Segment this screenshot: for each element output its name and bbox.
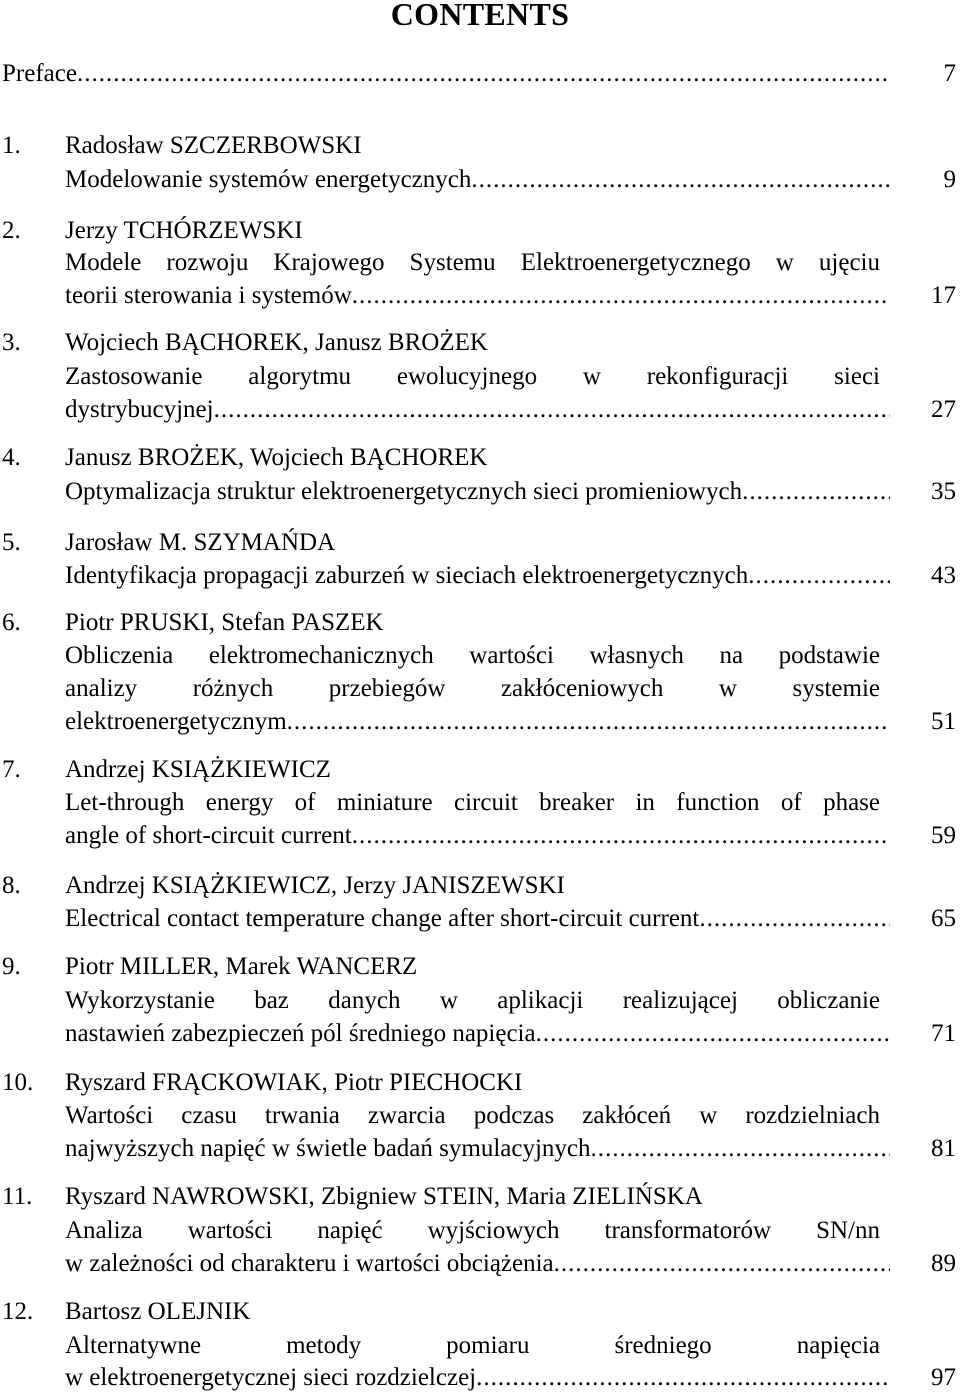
entry-authors: Piotr MILLER, Marek WANCERZ	[65, 953, 418, 980]
toc-line	[0, 1066, 960, 1100]
entry-authors: Jerzy TCHÓRZEWSKI	[65, 217, 303, 244]
toc-line	[0, 1329, 960, 1363]
toc-line	[0, 129, 960, 163]
entry-title-line: Wartości czasu trwania zwarcia podczas zakłóceń w rozdzielniach	[65, 1102, 880, 1129]
toc-line	[0, 902, 960, 936]
entry-title-line: Obliczenia elektromechanicznych wartości własnych na podstawie	[65, 642, 880, 669]
toc-line	[0, 1214, 960, 1248]
entry-number: 9.	[2, 953, 21, 980]
toc-line	[0, 869, 960, 903]
page-number: 7	[943, 60, 956, 87]
entry-title-line: Modelowanie systemów energetycznych	[65, 166, 472, 193]
page-number: 43	[931, 562, 956, 589]
toc-line	[0, 326, 960, 360]
dot-leader	[65, 819, 890, 853]
leader-dots	[536, 1017, 890, 1051]
entry-title-line: Modele rozwoju Krajowego Systemu Elektroenergetycznego w ujęciu	[65, 249, 880, 276]
toc-line	[0, 984, 960, 1018]
entry-authors: Wojciech BĄCHOREK, Janusz BROŻEK	[65, 329, 488, 356]
entry-title-line: Analiza wartości napięć wyjściowych transformatorów SN/nn	[65, 1217, 880, 1244]
entry-title-line: Electrical contact temperature change after short-circuit current	[65, 905, 700, 932]
toc-line	[0, 705, 960, 739]
toc-line	[0, 559, 960, 593]
toc-line	[0, 1099, 960, 1133]
page-number: 71	[931, 1020, 956, 1047]
page-number: 17	[931, 282, 956, 309]
toc-line	[0, 950, 960, 984]
entry-number: 2.	[2, 217, 21, 244]
entry-authors: Janusz BROŻEK, Wojciech BĄCHOREK	[65, 444, 488, 471]
entry-title-line: Wykorzystanie baz danych w aplikacji realizującej obliczanie	[65, 987, 880, 1014]
leader-dots	[476, 1361, 890, 1395]
dot-leader	[65, 705, 890, 739]
toc-line	[0, 279, 960, 313]
leader-dots	[287, 705, 890, 739]
entry-title-line: Alternatywne metody pomiaru średniego napięcia	[65, 1332, 880, 1359]
entry-title-line: teorii sterowania i systemów	[65, 282, 352, 309]
entry-number: 5.	[2, 529, 21, 556]
entry-number: 6.	[2, 609, 21, 636]
page-number: 59	[931, 822, 956, 849]
entry-title-line: angle of short-circuit current	[65, 822, 352, 849]
page-number: 89	[931, 1250, 956, 1277]
toc-line	[0, 246, 960, 280]
toc-entry-preface	[0, 57, 960, 91]
leader-dots	[352, 819, 890, 853]
entry-number: 8.	[2, 872, 21, 899]
entry-title-line: elektroenergetycznym	[65, 708, 287, 735]
toc-line	[0, 606, 960, 640]
dot-leader	[65, 1361, 890, 1395]
leader-dots	[77, 57, 890, 91]
toc-line	[0, 672, 960, 706]
page-number: 51	[931, 708, 956, 735]
leader-dots	[471, 163, 890, 197]
entry-number: 12.	[2, 1298, 34, 1325]
dot-leader	[65, 1017, 890, 1051]
toc-line	[0, 526, 960, 560]
page-number: 35	[931, 478, 956, 505]
dot-leader	[65, 902, 890, 936]
entry-title-line: w zależności od charakteru i wartości obciążenia	[65, 1250, 554, 1277]
toc-line	[0, 1247, 960, 1281]
dot-leader	[65, 393, 890, 427]
entry-authors: Bartosz OLEJNIK	[65, 1298, 251, 1325]
entry-authors: Ryszard NAWROWSKI, Zbigniew STEIN, Maria ZIELIŃSKA	[65, 1183, 703, 1210]
toc-line	[0, 1180, 960, 1214]
leader-dots	[748, 559, 890, 593]
entry-title-line: Identyfikacja propagacji zaburzeń w sieciach elektroenergetycznych	[65, 562, 749, 589]
entry-authors: Jarosław M. SZYMAŃDA	[65, 529, 336, 556]
page-number: 65	[931, 905, 956, 932]
toc-line	[0, 163, 960, 197]
dot-leader	[65, 1247, 890, 1281]
entry-title-line: dystrybucyjnej	[65, 396, 214, 423]
toc-line	[0, 441, 960, 475]
leader-dots	[591, 1132, 890, 1166]
leader-dots	[352, 279, 890, 313]
toc-line	[0, 393, 960, 427]
entry-title-line: najwyższych napięć w świetle badań symulacyjnych	[65, 1135, 591, 1162]
entry-title-line: analizy różnych przebiegów zakłóceniowych w systemie	[65, 675, 880, 702]
entry-title-line: nastawień zabezpieczeń pól średniego napięcia	[65, 1020, 536, 1047]
leader-dots	[214, 393, 890, 427]
leader-dots	[699, 902, 890, 936]
entry-title-line: w elektroenergetycznej sieci rozdzielczej	[65, 1364, 477, 1391]
leader-dots	[742, 475, 890, 509]
entry-title-line: Optymalizacja struktur elektroenergetycznych sieci promieniowych	[65, 478, 743, 505]
dot-leader	[65, 163, 890, 197]
entry-authors: Ryszard FRĄCKOWIAK, Piotr PIECHOCKI	[65, 1069, 523, 1096]
toc-line	[0, 786, 960, 820]
entry-authors: Radosław SZCZERBOWSKI	[65, 132, 362, 159]
toc-line	[0, 819, 960, 853]
toc-line	[0, 639, 960, 673]
entry-number: 3.	[2, 329, 21, 356]
toc-line	[0, 360, 960, 394]
toc-line	[0, 753, 960, 787]
entry-number: 7.	[2, 756, 21, 783]
leader-dots	[554, 1247, 890, 1281]
entry-number: 11.	[2, 1183, 33, 1210]
entry-number: 1.	[2, 132, 21, 159]
dot-leader	[65, 475, 890, 509]
page-title: CONTENTS	[390, 0, 570, 32]
entry-title-line: Preface	[2, 60, 77, 87]
page-number: 27	[931, 396, 956, 423]
page-number: 81	[931, 1135, 956, 1162]
page-number: 97	[931, 1364, 956, 1391]
dot-leader	[2, 57, 890, 91]
dot-leader	[65, 559, 890, 593]
entry-authors: Andrzej KSIĄŻKIEWICZ, Jerzy JANISZEWSKI	[65, 872, 565, 899]
toc-line	[0, 1295, 960, 1329]
entry-title-line: Zastosowanie algorytmu ewolucyjnego w rekonfiguracji sieci	[65, 363, 880, 390]
entry-number: 10.	[2, 1069, 34, 1096]
toc-line	[0, 1017, 960, 1051]
entry-number: 4.	[2, 444, 21, 471]
entry-authors: Piotr PRUSKI, Stefan PASZEK	[65, 609, 384, 636]
toc-line	[0, 1361, 960, 1395]
entry-title-line: Let-through energy of miniature circuit breaker in function of phase	[65, 789, 880, 816]
entry-authors: Andrzej KSIĄŻKIEWICZ	[65, 756, 331, 783]
toc-line	[0, 475, 960, 509]
dot-leader	[65, 279, 890, 313]
dot-leader	[65, 1132, 890, 1166]
toc-line	[0, 1132, 960, 1166]
toc-line	[0, 214, 960, 248]
page-number: 9	[943, 166, 956, 193]
